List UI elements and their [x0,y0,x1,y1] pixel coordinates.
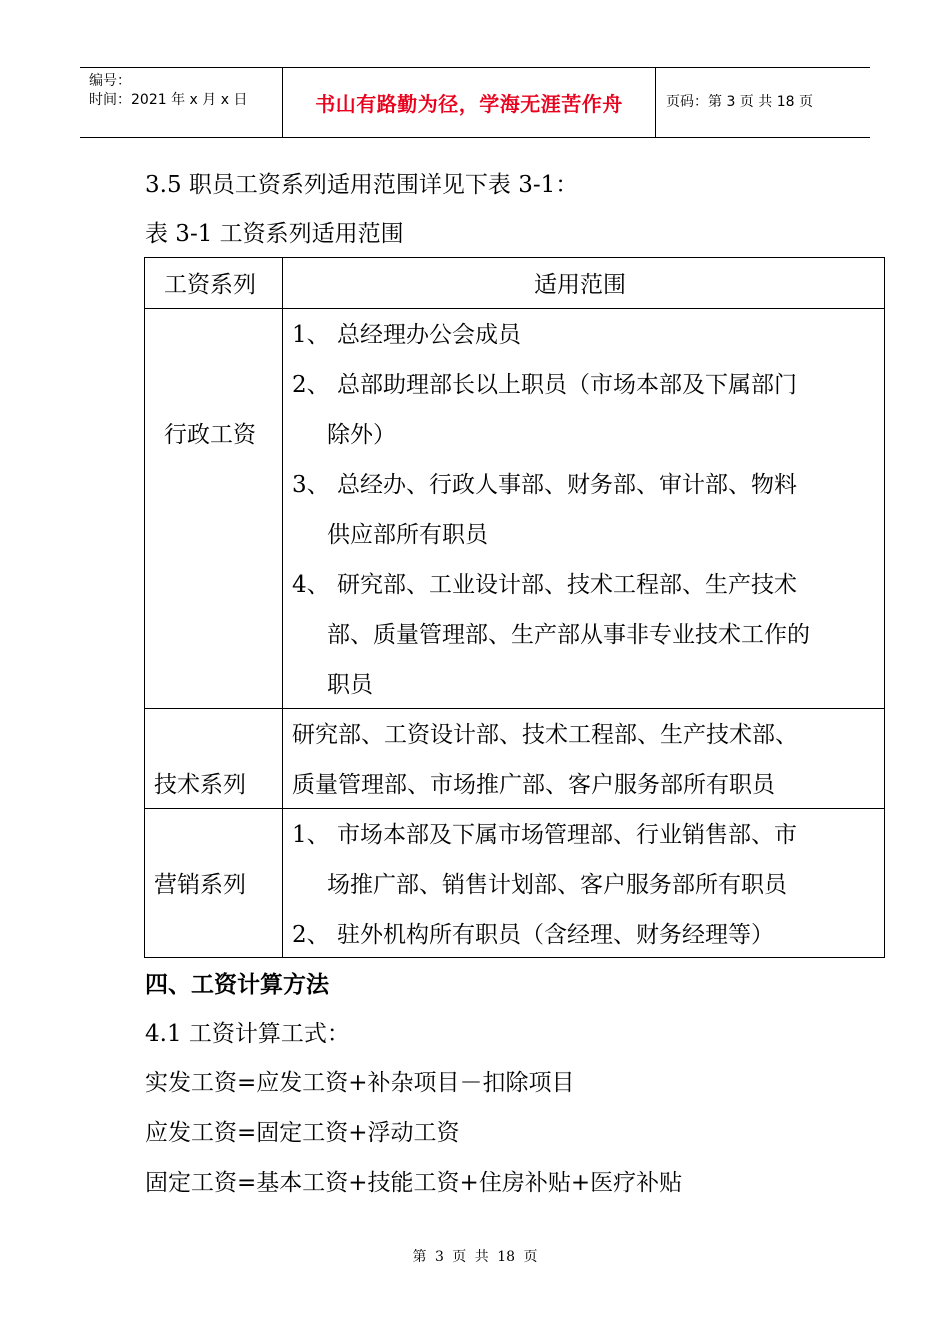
header-page-cell [656,68,870,137]
section-subheading: 4.1 工资计算工式： [145,1021,350,1047]
table-caption: 表 3-1 工资系列适用范围 [145,221,404,247]
header-meta [80,68,282,137]
scope-line: 1、 市场本部及下属市场管理部、行业销售部、市 [292,822,797,848]
intro-line: 3.5 职员工资系列适用范围详见下表 3-1： [145,172,579,198]
page-footer: 第 3 页 共 18 页 [412,1249,538,1265]
header-page-info: 页码：第 3 页 共 18 页 [666,94,813,110]
header-motto-cell [282,68,656,137]
table-header-scope: 适用范围 [534,272,626,298]
scope-line: 质量管理部、市场推广部、客户服务部所有职员 [292,772,775,798]
doc-number-label: 编号： [89,73,131,89]
header-motto: 书山有路勤为径，学海无涯苦作舟 [315,92,623,116]
page-header [80,67,870,138]
scope-line: 2、 驻外机构所有职员（含经理、财务经理等） [292,922,774,948]
table-column-divider [282,258,283,957]
table-row-divider [145,808,884,809]
scope-line: 4、 研究部、工业设计部、技术工程部、生产技术 [292,572,797,598]
scope-line: 供应部所有职员 [327,522,488,548]
table-header-series: 工资系列 [164,272,256,298]
scope-line: 2、 总部助理部长以上职员（市场本部及下属部门 [292,372,797,398]
scope-line: 研究部、工资设计部、技术工程部、生产技术部、 [292,722,798,748]
series-name: 技术系列 [154,772,246,798]
table-row-divider [145,708,884,709]
salary-series-table [144,257,885,958]
series-name: 营销系列 [154,872,246,898]
scope-line: 3、 总经办、行政人事部、财务部、审计部、物料 [292,472,797,498]
scope-line: 1、 总经理办公会成员 [292,322,521,348]
series-name: 行政工资 [164,422,256,448]
section-heading: 四、工资计算方法 [145,971,329,998]
scope-line: 场推广部、销售计划部、客户服务部所有职员 [327,872,787,898]
table-row-divider [145,308,884,309]
doc-time-label: 时间：2021 年 x 月 x 日 [89,92,248,108]
scope-line: 职员 [327,672,373,698]
formula-line: 实发工资=应发工资+补杂项目－扣除项目 [145,1070,575,1096]
scope-line: 部、质量管理部、生产部从事非专业技术工作的 [327,622,810,648]
formula-line: 应发工资=固定工资+浮动工资 [145,1120,460,1146]
formula-line: 固定工资=基本工资+技能工资+住房补贴+医疗补贴 [145,1170,683,1196]
scope-line: 除外） [327,422,396,448]
